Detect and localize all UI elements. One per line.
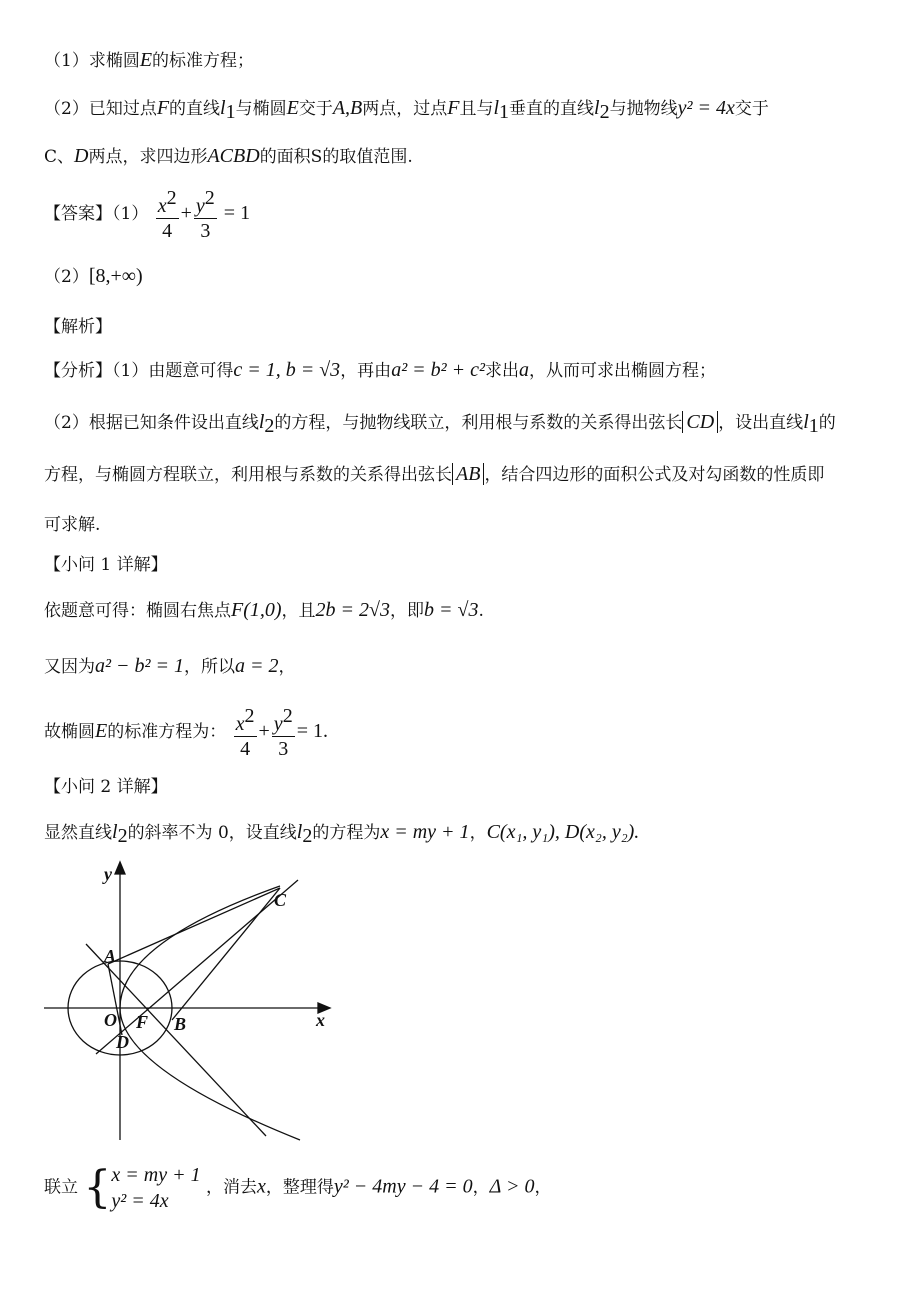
frac-y2-3-b: $\frac{y^2}{3}$ [273,705,293,760]
y-axis-arrow [115,862,125,874]
frac-y2-3: $\frac{y^2}{3}$ [195,187,215,242]
question-1: （1）求椭圆E的标准方程； [44,49,255,71]
analysis-2-line1: （2）根据已知条件设出直线$l_2$的方程，与抛物线联立，利用根与系数的关系得出弦长 CD ，设出直线$l_1$的 [44,411,836,437]
solution-1-line3: 故椭圆E的标准方程为： $\frac{x^2}{4}$ + $\frac{y^2}{3}$ = 1. [44,705,328,760]
solution-1-line1: 依题意可得：椭圆右焦点F(1,0)，且2b = 2√3，即b = √3. [44,599,484,621]
solution-2-line1: 显然直线$l_2$的斜率不为 0，设直线$l_2$的方程为x = my + 1，C(x₁, y₁), D(x₂, y₂). [44,821,640,847]
question-2-line1: （2）已知过点F的直线$l_1$与椭圆E交于A,B两点，过点F且与$l_1$垂直的直线$l_2$与抛物线y² = 4x交于 [44,97,769,123]
analysis-2-line3: 可求解. [44,515,101,535]
answer-1: 【答案】（1） $\frac{x^2}{4}$ + $\frac{y^2}{3}$ = 1 [44,187,251,242]
subquestion-1-heading: 【小问 1 详解】 [44,555,168,575]
answer-2: （2）[8,+∞) [44,265,143,287]
label-c: C [274,890,287,910]
label-f: F [136,1012,149,1032]
label-x: x [316,1010,325,1030]
label-y: y [104,864,112,884]
label-b: B [174,1014,187,1034]
equation-system: x = my + 1 y² = 4x [111,1164,201,1212]
system-brace: { [83,1162,112,1213]
solution-2-line2: 联立 { x = my + 1 y² = 4x ，消去x，整理得y² − 4my − 4 = 0，Δ > 0， [44,1162,552,1213]
solution-1-line2: 又因为a² − b² = 1，所以a = 2， [44,655,296,677]
frac-x2-4: $\frac{x^2}{4}$ [157,187,177,242]
line-l2 [96,880,298,1054]
segment-ac [108,888,280,964]
jiexi-heading: 【解析】 [44,317,112,337]
label-a: A [104,946,117,966]
question-2-line2: C、D两点，求四边形ACBD的面积S的取值范围. [44,145,413,167]
label-o: O [104,1010,117,1030]
frac-x2-4-b: $\frac{x^2}{4}$ [235,705,255,760]
analysis-2-line2: 方程，与椭圆方程联立，利用根与系数的关系得出弦长 AB ，结合四边形的面积公式及对勾函数的性质即 [44,463,825,485]
label-d: D [116,1032,129,1052]
geometry-figure [40,858,340,1148]
analysis-1: 【分析】（1）由题意可得c = 1, b = √3，再由a² = b² + c²求出a，从而可求出椭圆方程； [44,359,717,381]
subquestion-2-heading: 【小问 2 详解】 [44,777,168,797]
